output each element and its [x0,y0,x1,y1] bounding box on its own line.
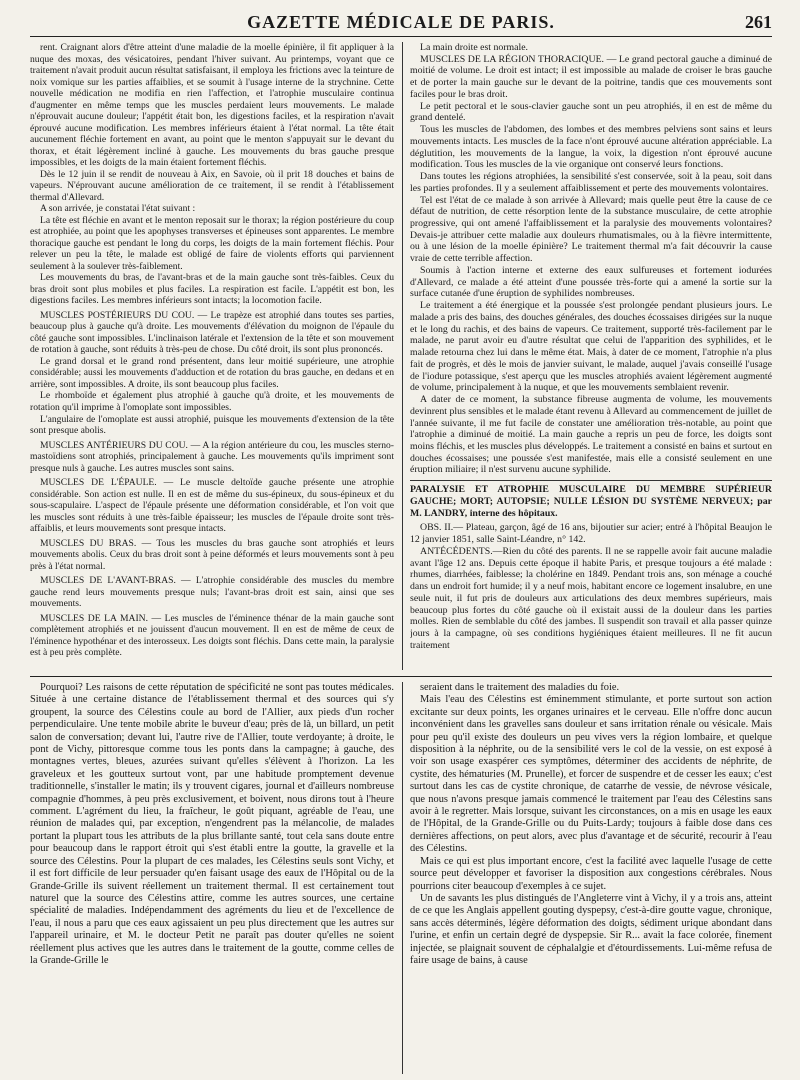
page-header [30,10,772,37]
paragraph: Le grand dorsal et le grand rond présentent, dans leur moitié supérieure, une atrophie considérable; aussi les mouvements d'adduction et de rotation du bras gauche, en dedans et en arrière, sont impossibles. A droite, ils sont beaucoup plus faciles. [30,355,394,390]
paragraph: Soumis à l'action interne et externe des eaux sulfureuses et fortement iodurées d'Allevard, ce malade a été atteint d'une poussée très-forte qui a amené la sortie sur la surface cutanée d'une éruption de syphilides nombreuses. [410,264,772,300]
paragraph: La main droite est normale. [420,42,529,53]
page-number: 261 [745,12,772,32]
paragraph: Le traitement a été énergique et la poussée s'est prolongée pendant plusieurs jours. Le malade a pris des bains, des douches générales, des douches écossaises dirigées sur la nuque et le long du rachis, et des bains de vapeurs. Ce traitement, supporté très-facilement par le malade, ne parut avoir eu d'autre résultat que celui de l'apparition des syphilides, et le malade retourna chez lui dans le même état. Mais, à dater de ce moment, l'atrophie n'a plus fait de progrès, et dès le mois de janvier suivant, le malade, auquel j'avais conseillé l'usage de l'iodure potassique, s'est aperçu que les muscles atrophiés avaient légèrement augmenté de volume, principalement à la nuque, et que les mouvements semblaient revenir. [410,300,772,394]
paragraph-section: MUSCLES DU BRAS. — Tous les muscles du bras gauche sont atrophiés et leurs mouvements abolis. Ceux du bras droit sont à peine déformés et leurs mouvements sont à peu près à l'état normal. [30,537,394,572]
bottom-right-column [410,682,772,1074]
antecedents-paragraph: ANTÉCÉDENTS.—Rien du côté des parents. Il ne se rappelle avoir fait aucune maladie avant l'âge 12 ans. Depuis cette époque il habite Paris, et presque toujours a été malade : rhumes, diarrhées, faiblesse; la cholérine en 1849. Pendant trois ans, son ménage a couché dans un endroit fort humide; il y a neuf mois, habitant encore ce logement insalubre, en une seule nuit, il fut pris de douleurs aux articulations des deux membres supérieurs, mais beaucoup plus fortes du côté gauche où il existait aussi de la douleur dans les parties molles. Rien de semblable du côté des jambes. Il suspendit son travail et alla passer quinze jours à la campagne, où ses conditions hygiéniques étaient meilleures. Il ne fit aucun traitement [410,545,772,651]
paragraph: rent. Craignant alors d'être atteint d'une maladie de la moelle épinière, il fit appliquer à la nuque des moxas, des vésicatoires, pendant l'hiver suivant. Au printemps, voyant que ce traitement n'avait produit aucun résultat satisfaisant, il employa les frictions avec la teinture de noix vomique sur les parties affaiblies, et se soumit à l'usage interne de la strychnine. Cette nouvelle médication ne modifia en rien l'affection, et l'atrophie musculaire continua d'augmenter en même temps que les muscles perdaient leurs mouvements. Le malade n'éprouvait aucune douleur; l'appétit était bon, les digestions faciles, et la respiration n'avait éprouvé aucune modification. Les membres inférieurs étaient à l'état normal. La tête était aucunement fléchie fortement en avant, au point que le menton s'appuyait sur le devant du thorax, et était légèrement incliné à gauche. Les mouvements du bras gauche presque impossibles, et les doigts de la main étaient fortement fléchis. [30,42,394,169]
article-title: PARALYSIE ET ATROPHIE MUSCULAIRE DU MEMBRE SUPÉRIEUR GAUCHE; MORT; AUTOPSIE; NULLE LÉSION DU SYSTÈME NERVEUX; par M. LANDRY, interne des hôpitaux. [410,484,772,519]
paragraph: Un de savants les plus distingués de l'Angleterre vint à Vichy, il y a trois ans, atteint de ce que les Anglais appellent gouting dyspepsy, c'est-à-dire goutte vague, chronique, sans accès déterminés, légère déformation des doigts, sédiment urique abondant dans l'urine, et enfin un certain degré de dyspepsie. Sir R... avait la face colorée, finement injectée, se plaignait souvent de céphalalgie et d'étourdissements. Lui-même refusa de faire usage de bains, à cause [410,892,772,966]
paragraph: Mais ce qui est plus important encore, c'est la facilité avec laquelle l'usage de cette source peut développer et favoriser la disposition aux congestions cérébrales. Nous pourrions citer beaucoup d'exemples à ce sujet. [410,855,772,892]
paragraph: Dès le 12 juin il se rendit de nouveau à Aix, en Savoie, où il prit 18 douches et bains de vapeurs. N'éprouvant aucune amélioration de ce traitement, il se rendit à l'établissement thermal d'Allevard. [30,168,394,203]
paragraph: Tous les muscles de l'abdomen, des lombes et des membres pelviens sont sains et leurs mouvements intacts. Les muscles de la face n'ont éprouvé aucune altération appréciable. La déglutition, les mouvements de la langue, la voix, la digestion n'ont éprouvé aucune modification. Tous les muscles de la vie organique ont conservé leurs fonctions. [410,124,772,171]
paragraph: Mais l'eau des Célestins est éminemment stimulante, et porte surtout son action excitante sur deux points, les organes urinaires et le cerveau. Elle n'offre donc aucun inconvénient dans les gravelles sans douleur et sans irritation rénale ou vésicale. Mais pour peu qu'il existe des douleurs un peu vives vers la région lombaire, et quelque disposition à la néphrite, ou de la sensibilité vers le col de la vessie, on est exposé à voir son usage exaspérer ces symptômes, déterminer des accidents de néphrite, de cystite, des hématuries (M. Prunelle), et forcer de suspendre et de cesser les eaux; c'est surtout dans les cas de cystite chronique, de catarrhe de vessie, de névrose vésicale, que nous n'avons presque jamais commencé le traitement par l'eau des Célestins sans avoir à le regretter. Mais lorsque, suivant les circonstances, on a mis en usage les eaux de l'Hôpital, de la Grande-Grille ou du Puits-Lardy; toujours à faible dose dans ces dernières affections, on peut alors, avec plus d'avantage et de sécurité, recourir à l'eau des Célestins. [410,694,772,855]
paragraph-section: MUSCLES ANTÉRIEURS DU COU. — A la région antérieure du cou, les muscles sterno-mastoïdiens sont atrophiés, principalement à gauche. Les mouvements qu'ils impriment sont presque nuls à gauche. Les autres muscles sont sains. [30,439,394,474]
paragraph: Les mouvements du bras, de l'avant-bras et de la main gauche sont très-faibles. Ceux du bras droit sont plus mobiles et plus faciles. La respiration est facile. L'appétit est bon, les digestions faciles. Les membres inférieurs sont intacts; la locomotion facile. [30,272,394,307]
observation-header: OBS. II.— Plateau, garçon, âgé de 16 ans, bijoutier sur acier; entré à l'hôpital Beaujon le 12 janvier 1851, salle Saint-Léandre, n° 142. [410,522,772,546]
paragraph: Le rhomboïde et également plus atrophié à gauche qu'à droite, et les mouvements de rotation qu'il imprime à l'omoplate sont impossibles. [30,390,394,413]
column-divider [402,42,403,670]
top-right-column [410,42,772,670]
paragraph-section: MUSCLES DE L'AVANT-BRAS. — L'atrophie considérable des muscles du membre gauche rend leurs mouvements presque nuls; l'avant-bras droit est sain, ainsi que ses mouvements. [30,575,394,610]
paragraph: A dater de ce moment, la substance fibreuse augmenta de volume, les mouvements devinrent plus sensibles et le malade étant revenu à Allevard au commencement de juillet de l'année suivante, il me fut facile de constater une amélioration très-notable, au point que l'atrophie a diminué de moitié. La main gauche a repris un peu de force, les doigts sont moins fléchis, et les muscles plus développés. Le traitement a consisté en bains et surtout en douches écossaises; une poussée s'est manifestée, mais elle a consisté seulement en une éruption miliaire; il n'est survenu aucune syphilide. [410,394,772,476]
article-rule [410,480,772,481]
top-left-column [30,42,394,670]
paragraph: Pourquoi? Les raisons de cette réputation de spécificité ne sont pas toutes médicales. Située à une certaine distance de l'établissement thermal et des sources qui s'y groupent, la source des Célestins coule au bord de l'Allier, aux pieds d'un rocher perpendiculaire. Une tente mobile abrite le buveur d'eau; près de là, un billard, un petit salon de conversation; devant lui, l'autre rive de l'Allier, toute verdoyante; à droite, le pont de Vichy, pittoresque comme tous les ponts dans la campagne; à gauche, des montagnes vertes, bleues, azurées suivant qu'elles s'élèvent à l'horizon. La les graveleux et les goutteux surtout vont, par une habitude promptement devenue traditionnelle, s'installer le matin; ils y trouvent cigares, journal et d'ailleurs nombreuse compagnie d'hommes, à peu près exclusivement, et boivent, nous dirons tout à l'heure comment. L'agrément du lieu, la fraîcheur, le goût piquant, agréable de l'eau, une réunion de malades qui, par exception, n'engendrent pas la mélancolie, de malades portant la plupart tous les attributs de la plus brillante santé, tout cela sans doute entre pour beaucoup dans le rapport étroit qui s'est établi entre la goutte, la gravelle et la source des Célestins. Pour la plupart de ces malades, les Célestins seuls sont Vichy, et il est fort difficile de leur persuader qu'en faisant usage des eaux de l'Hôpital ou de la Grande-Grille ils suivent réellement un traitement thermal. Il est certainement tout naturel que la source des Célestins attire, comme les autres sources, une certaine spécialité de maladies. Indépendamment des agréments du lieu et de l'excellence de l'eau, il nous a paru que ces eaux agissaient un peu plus directement que les autres sur l'appareil urinaire, et M. le docteur Petit ne paraît pas douter qu'elles ne soient réellement plus actives que les autres dans le traitement de la goutte, comme celles de la Grande-Grille le [30,682,394,966]
paragraph: Le petit pectoral et le sous-clavier gauche sont un peu atrophiés, il en est de même du grand dentelé. [410,100,772,124]
paragraph-section: MUSCLES DE LA RÉGION THORACIQUE. — Le grand pectoral gauche a diminué de moitié de volume. Le droit est intact; il est impossible au malade de croiser le bras gauche et de porter la main gauche sur le devant de la poitrine, tandis que ces mouvements sont faciles pour le bras droit. [410,53,772,100]
column-divider [402,682,403,1074]
paragraph: L'angulaire de l'omoplate est aussi atrophié, puisque les mouvements d'extension de la tête sont presque abolis. [30,413,394,437]
paragraph: A son arrivée, je constatai l'état suivant : [40,203,196,215]
paragraph-section: MUSCLES DE LA MAIN. — Les muscles de l'éminence thénar de la main gauche sont complètement atrophiés et ne jouissent d'aucun mouvement. Il en est de même de ceux de l'éminence hypothénar et des interosseux. Les doigts sont fléchis. Dans cette main, la paralysie est à peu près complète. [30,612,394,659]
paragraph: La tête est fléchie en avant et le menton reposait sur le thorax; la région postérieure du coup est atrophiée, au point que les apophyses transverses et épineuses sont apparentes. Le membre thoracique gauche est pendant le long du corps, les doigts de la main fortement fléchis. Pour relever un peu la tête, le malade est obligé de faire de violents efforts qui parviennent seulement à la soulever très-faiblement. [30,214,394,272]
section-divider [30,676,772,677]
paragraph: Tel est l'état de ce malade à son arrivée à Allevard; mais quelle peut être la cause de ce défaut de nutrition, de cette résorption lente de la substance musculaire, de cette atrophie progressive, qui ont amené l'affaiblissement et la paralysie des mouvements volontaires? Devais-je attribuer cette maladie aux douleurs rhumatismales, ou à la fièvre intermittente, ou à une lésion de la moelle épinière? Le traitement thermal m'a fait découvrir la cause vraie de cette terrible affection. [410,194,772,265]
paragraph-section: MUSCLES POSTÉRIEURS DU COU. — Le trapèze est atrophié dans toutes ses parties, beaucoup plus à gauche qu'à droite. Les mouvements d'élévation du moignon de l'épaule du côté gauche sont impossibles. L'inclinaison latérale et l'extension de la tête et son mouvement de rotation à gauche, sont réduits à très-peu de chose. Du côté droit, ils sont plus prononcés. [30,309,394,356]
paragraph: seraient dans le traitement des maladies du foie. [420,682,620,693]
bottom-left-column [30,682,394,1074]
journal-title: GAZETTE MÉDICALE DE PARIS. [247,12,555,32]
paragraph-section: MUSCLES DE L'ÉPAULE. — Le muscle deltoïde gauche présente une atrophie considérable. Son action est nulle. Il en est de même du sus-épineux, du sous-épineux et du sous-scapulaire. L'aspect de l'épaule présente une déformation considérable, et l'on voit que les muscles sont réduits à une très-faible épaisseur; les muscles de l'épaule droite sont très-affaiblis, et leurs mouvements sont presque intacts. [30,477,394,535]
paragraph: Dans toutes les régions atrophiées, la sensibilité s'est conservée, soit à la peau, soit dans les parties profondes. Il y a seulement affaiblissement et perte des mouvements volontaires. [410,171,772,194]
